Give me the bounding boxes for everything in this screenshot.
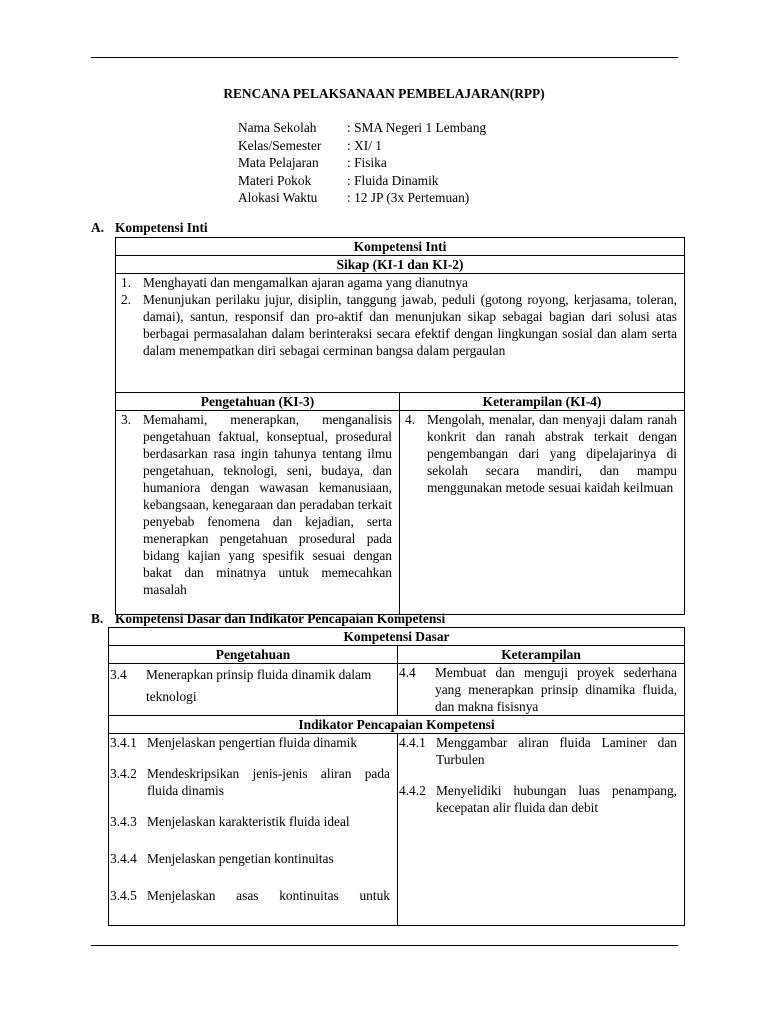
info-block xyxy=(238,119,486,207)
section-a-heading xyxy=(91,220,208,236)
info-row xyxy=(238,154,486,172)
item-number: 4. xyxy=(405,412,416,427)
keterampilan-cell xyxy=(400,411,685,615)
info-row xyxy=(238,137,486,155)
indicator-text: Menyelidiki hubungan luas penampang, kecepatan alir fluida dan debit xyxy=(436,783,678,815)
col-pengetahuan-header: Pengetahuan xyxy=(109,646,398,664)
pengetahuan-header: Pengetahuan (KI-3) xyxy=(116,393,400,411)
ipk-keterampilan-cell xyxy=(398,734,685,926)
sikap-header: Sikap (KI-1 dan KI-2) xyxy=(116,256,685,274)
indicator-number: 4.4.1 xyxy=(399,735,426,750)
info-row xyxy=(238,119,486,137)
indicator-number: 3.4.4 xyxy=(110,851,137,866)
indicator-item xyxy=(109,765,397,799)
section-b-letter: B. xyxy=(91,611,104,626)
pengetahuan-cell xyxy=(116,411,400,615)
bottom-rule xyxy=(91,945,678,946)
indicator-item xyxy=(398,734,684,768)
item-text: Menunjukan perilaku jujur, disiplin, tanggung jawab, peduli (gotong royong, kerjasama, toleran, damai), santun, responsif dan pro-aktif dan menunjukan sikap sebagai bagian dari solusi atas berbagai permasalahan dalam berinteraksi secara efektif dengan lingkungan sosial dan alam serta dalam menempatkan diri sebagai cerminan bangsa dalam pergaulan xyxy=(143,292,677,358)
top-rule xyxy=(91,57,678,58)
section-b-heading xyxy=(91,611,445,627)
info-row xyxy=(238,189,486,207)
indicator-text: Menggambar aliran fluida Laminer dan Turbulen xyxy=(436,735,678,767)
kompetensi-dasar-table xyxy=(108,627,685,926)
col-keterampilan-header: Keterampilan xyxy=(398,646,685,664)
indicator-number: 3.4.5 xyxy=(110,888,137,903)
keterampilan-header: Keterampilan (KI-4) xyxy=(400,393,685,411)
indicator-text: Menjelaskan karakteristik fluida ideal xyxy=(147,814,350,829)
indicator-item xyxy=(109,887,397,904)
indicator-text: Menjelaskan asas kontinuitas untuk xyxy=(147,888,390,903)
indicator-item xyxy=(398,782,684,816)
item-text: Menghayati dan mengamalkan ajaran agama yang dianutnya xyxy=(143,275,468,290)
kd-text: Membuat dan menguji proyek sederhana yang menerapkan prinsip dinamika fluida, dan makna fisisnya xyxy=(435,665,678,714)
kd-item xyxy=(109,664,397,708)
indicator-text: Menjelaskan pengertian fluida dinamik xyxy=(147,735,358,750)
ki-table-header: Kompetensi Inti xyxy=(116,238,685,256)
indicator-text: Menjelaskan pengetian kontinuitas xyxy=(147,851,334,866)
ipk-pengetahuan-list xyxy=(109,734,397,923)
section-a-letter: A. xyxy=(91,220,105,235)
indicator-number: 4.4.2 xyxy=(399,783,426,798)
info-value: : SMA Negeri 1 Lembang xyxy=(347,120,487,135)
info-label: Kelas/Semester xyxy=(238,137,322,153)
ipk-header: Indikator Pencapaian Kompetensi xyxy=(109,716,685,734)
list-item xyxy=(116,274,684,291)
item-text: Mengolah, menalar, dan menyaji dalam ranah konkrit dan ranah abstrak terkait dengan pengembangan dari yang dipelajarinya di sekolah secara mandiri, dan mampu menggunakan metode sesuai kaidah keilmuan xyxy=(427,412,677,495)
section-b-title: Kompetensi Dasar dan Indikator Pencapaian Kompetensi xyxy=(115,611,446,626)
list-item xyxy=(400,411,684,496)
kd-number: 3.4 xyxy=(110,667,127,682)
kd-text: Menerapkan prinsip fluida dinamik dalam teknologi xyxy=(146,667,372,704)
indicator-number: 3.4.1 xyxy=(110,735,137,750)
kd-keterampilan-cell xyxy=(398,664,685,716)
kd-pengetahuan-cell xyxy=(109,664,398,716)
indicator-item xyxy=(109,850,397,867)
kompetensi-inti-table xyxy=(115,237,685,615)
indicator-text: Mendeskripsikan jenis-jenis aliran pada fluida dinamis xyxy=(147,766,390,798)
list-item xyxy=(116,291,684,359)
item-number: 3. xyxy=(121,412,132,427)
sikap-cell xyxy=(116,274,685,393)
item-number: 1. xyxy=(121,275,132,290)
info-label: Nama Sekolah xyxy=(238,120,317,135)
item-text: Memahami, menerapkan, menganalisis pengetahuan faktual, konseptual, prosedural berdasarkan rasa ingin tahunya tentang ilmu pengetahuan, teknologi, seni, budaya, dan humaniora dengan wawasan kemanusiaan, kebangsaan, kenegaraan dan peradaban terkait penyebab fenomena dan kejadian, serta menerapkan pengetahuan prosedural pada bidang kajian yang spesifik sesuai dengan bakat dan minatnya untuk memecahkan masalah xyxy=(143,412,392,597)
info-value: : Fluida Dinamik xyxy=(347,172,439,188)
info-row xyxy=(238,172,486,190)
info-label: Mata Pelajaran xyxy=(238,155,319,170)
item-number: 2. xyxy=(121,292,132,307)
section-a-title: Kompetensi Inti xyxy=(115,220,208,235)
kd-item xyxy=(398,664,684,715)
indicator-number: 3.4.3 xyxy=(110,814,137,829)
document-title: RENCANA PELAKSANAAN PEMBELAJARAN(RPP) xyxy=(223,86,545,101)
info-label: Alokasi Waktu xyxy=(238,190,318,205)
info-value: : XI/ 1 xyxy=(347,137,382,153)
indicator-item xyxy=(109,813,397,830)
ipk-pengetahuan-cell xyxy=(109,734,398,926)
info-value: : Fisika xyxy=(347,155,387,170)
info-label: Materi Pokok xyxy=(238,172,312,188)
list-item xyxy=(116,411,399,598)
kd-header: Kompetensi Dasar xyxy=(109,628,685,646)
indicator-item xyxy=(109,734,397,751)
indicator-number: 3.4.2 xyxy=(110,766,137,781)
kd-number: 4.4 xyxy=(399,665,416,680)
info-value: : 12 JP (3x Pertemuan) xyxy=(347,190,470,205)
